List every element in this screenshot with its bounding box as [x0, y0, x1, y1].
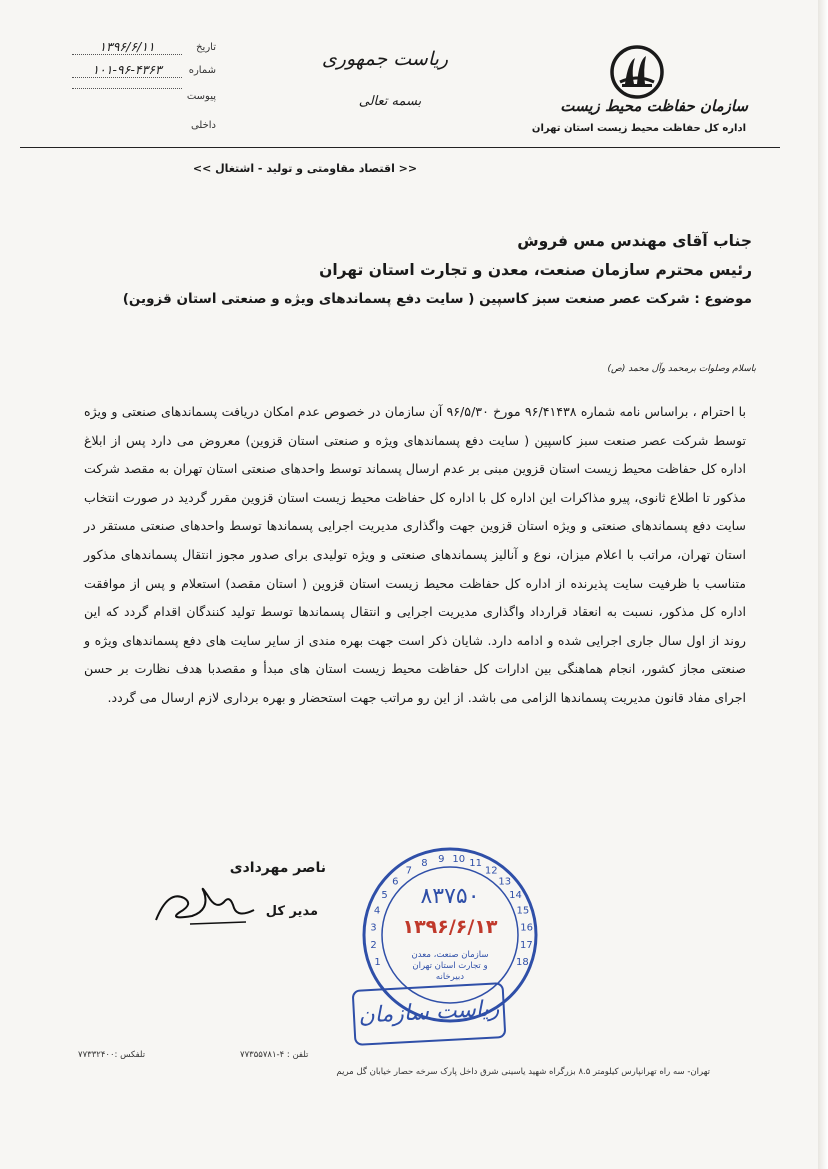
presidency-header: ریاست جمهوری: [321, 48, 449, 70]
stamp-ring-number: 9: [438, 854, 445, 865]
stamp-ring-number: 13: [498, 876, 512, 888]
letter-body-paragraph: با احترام ، براساس نامه شماره ۹۶/۴۱۴۳۸ مورخ ۹۶/۵/۳۰ آن سازمان در خصوص عدم امکان دریافت پسماندهای صنعتی و ویژه توسط شرکت عصر صنعت سبز کاسپین ( سایت دفع پسماندهای ویژه و صنعتی استان قزوین) معروض می دارد پس از ابلاغ اداره کل حفاظت محیط زیست استان قزوین مبنی بر عدم ارسال پسماند توسط واحدهای صنعتی استان تهران به مقصد شرکت مذکور تا اطلاع ثانوی، پیرو مذاکرات این اداره کل با اداره کل حفاظت محیط زیست استان قزوین مقرر گردید در صورت انتخاب سایت دفع پسماندهای صنعتی و ویژه استان قزوین جهت واگذاری مدیریت اجرایی پسماندها توسط واحدهای صنعتی مستقر در استان تهران، مراتب با اعلام میزان، نوع و آنالیز پسماندهای صنعتی و ویژه تولیدی برای صدور مجوز انتقال پسماندهای مذکور متناسب با ظرفیت سایت پذیرنده از اداره کل حفاظت محیط زیست استان قزوین ( استان مقصد) استعلام و پس از موافقت اداره کل مذکور، نسبت به انعقاد قرارداد واگذاری مدیریت اجرایی و انتقال پسماندها توسط تولید کنندگان اقدام گردد که این روند از اول سال جاری اجرایی شده و ادامه دارد. شایان ذکر است جهت بهره مندی از سایر سایت های دفع پسماندهای ویژه و صنعتی مجاز کشور، انجام هماهنگی بین ادارات کل حفاظت محیط زیست استان های مبدأ و مقصدبا هدف نظارت بر حسن اجرای مفاد قانون مدیریت پسماندها الزامی می باشد. از این رو مراتب جهت استحضار و بهره برداری لازم ارسال می گردد.: [84, 404, 746, 705]
attachment-row: [66, 89, 216, 107]
footer-phone: تلفن : ۴-۷۷۳۵۵۷۸۱: [240, 1050, 309, 1060]
stamp-org-line-2: و تجارت استان تهران: [412, 961, 488, 971]
organization-name: سازمان حفاظت محیط زیست: [560, 97, 748, 115]
stamp-ring-number: 3: [370, 922, 377, 934]
stamp-ring-number: 5: [381, 890, 388, 901]
in-the-name-heading: بسمه تعالی: [358, 94, 422, 109]
stamp-number: ۸۳۷۵۰: [420, 884, 480, 909]
stamp-ring-number: 18: [516, 956, 529, 968]
stamp-org-line-1: سازمان صنعت، معدن: [411, 950, 489, 960]
signer-title: مدیر کل: [265, 904, 318, 919]
stamp-org-line-3: دبیرخانه: [435, 972, 465, 982]
letter-body: [84, 398, 746, 713]
footer-address: تهران- سه راه تهرانپارس کیلومتر ۸.۵ بزرگراه شهید یاسینی شرق داخل پارک سرخه حصار خیابان گل مریم: [336, 1067, 710, 1077]
stamp-date: ۱۳۹۶/۶/۱۳: [402, 916, 498, 938]
stamp-ring-number: 8: [421, 857, 428, 869]
letter-subject: موضوع : شرکت عصر صنعت سبز کاسپین ( سایت دفع پسماندهای ویژه و صنعتی استان قزوین): [122, 291, 752, 307]
stamp-ring-number: 2: [370, 940, 377, 951]
number-label: شماره: [188, 65, 216, 76]
internal-label: داخلی: [190, 120, 216, 131]
header-divider: [20, 147, 780, 148]
stamp-ring-number: 14: [509, 890, 522, 901]
date-row: [66, 40, 216, 58]
attachment-label: پیوست: [186, 91, 216, 102]
stamp-ring-number: 10: [452, 854, 466, 865]
footer-fax: تلفکس :۷۷۳۳۲۴۰۰: [78, 1050, 146, 1060]
stamp-ring-number: 6: [392, 876, 399, 888]
signer-name: ناصر مهردادی: [229, 860, 326, 876]
doe-logo-icon: [608, 44, 666, 100]
slogan: << اقتصاد مقاومتی و تولید - اشتغال >>: [192, 162, 418, 175]
internal-row: [66, 118, 216, 136]
stamp-ring-number: 17: [520, 940, 533, 951]
presidency-received-stamp: ریاست سازمان: [352, 982, 507, 1046]
attachment-value: [72, 88, 182, 89]
stamp-ring-number: 15: [516, 905, 530, 917]
date-value: ۱۳۹۶/۶/۱۱: [72, 39, 182, 55]
stamp-ring-number: 1: [374, 956, 381, 968]
handwritten-signature: [150, 880, 260, 930]
addressee-name: جناب آقای مهندس مس فروش: [517, 232, 752, 250]
stamp-ring-number: 7: [405, 865, 412, 877]
stamp-ring-number: 16: [520, 922, 533, 934]
salutation: باسلام وصلوات برمحمد وآل محمد (ص): [607, 364, 756, 374]
stamp-ring-number: 4: [373, 905, 381, 917]
addressee-title: رئیس محترم سازمان صنعت، معدن و تجارت استان تهران: [319, 261, 752, 279]
page-edge-shadow: [818, 0, 828, 1169]
date-label: تاریخ: [196, 42, 216, 53]
stamp-ring-number: 12: [484, 865, 498, 877]
number-row: [66, 63, 216, 81]
number-value: ۱۰۱-۹۶-۴۳۶۳: [72, 62, 182, 78]
stamp-ring-number: 11: [469, 857, 482, 869]
organization-department: اداره کل حفاظت محیط زیست استان تهران: [531, 123, 746, 134]
